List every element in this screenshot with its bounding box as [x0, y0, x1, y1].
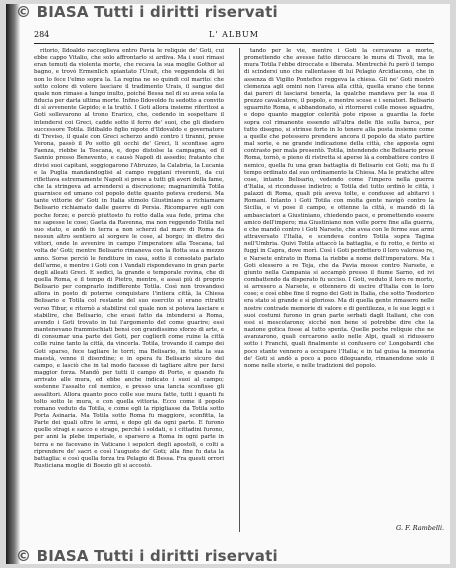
- watermark-top: © BIASA Tutti i diritti riservati: [16, 3, 278, 21]
- author-signature: G. F. Rambelli.: [396, 524, 445, 532]
- page-number: 284: [34, 30, 50, 39]
- text-column-right: [244, 48, 434, 536]
- running-head: L' ALBUM: [209, 30, 259, 39]
- page-header: [34, 30, 434, 42]
- article-paragraph-right: tando per le vie, mentre i Goti la cercavano a morte, promettendo che avesse fatto diroccare le mura di Tivoli, ma le mura Totila l'ebbe diroccate e liberata. Mentrechè fu però il tempo di scindersi uno che rallentasse di lui Pelagio Arcidiacono, che in assenza di Vigilio Pontefice reggeva la chiesa. Gli ne' Goti mostrò clemenza agli omini non l'avea alla città, quella erano che tenne dai pareri di lasciarsi tenerla, la qualche mandava per la sua il prezzo cavalcatore, il popolo, e mentre scese e i senatori. Belisario sguarnito Roma, e abbandonato, sì ritornerei colle mosse squadre, e dopo quanto maggior celerità pote ripose a guardia la forte sopra col rimanente essendo all'altra delle file sulla barca, per tutto disegno, si strinse forte in lo tenere alla posta insieme come a quelle che potessero prendere ancora il popolo da stato partire mal sorte, e ne grande indicazione della città, che apposta ogni contrasto per mala presentò. Totila, intendendo che Belisario prese Roma, tornò, e pieno di ristretta si aperse là a combattere contro il nemico, quella fu una gran battaglia di Belisario coi Goti; ma fu il tempo ordinato dal suo ordinamento la Chiesa. Ma le pratiche altre cose, intanto Belisario, vedendo come l'impero nella guerra d'Italia, si ricondusse indietro; e Totila del tutto ordinò le città, i palazzi di Roma, quali più aveva tolte, e condusse ad abitarvi i Romani. Intanto i Goti Totila con molta gente navigò contro la Sicilia, e vi pose il campo, e ottenne la città, e mandò di là ambasciatori a Giustiniano, chiedendo pace, e promettendo essere amico dell'impero; ma Giustiniano non volle porre fine alla guerra, e che mandò contro i Goti Narsete, che avea con le ferme sue armi attraversato l'Italia, e scendeva contro Totila sopra Tagina nell'Umbria. Quivi Totila attaccò la battaglia, e fu rotto, e ferito si fuggì in Capra, dove morì. Così i Goti perdettero il loro valoroso re, e Narsete entrato in Roma la riebbe a nome dell'imperatore. Ma i Goti elessero a re Teja, che da Pavia mosse contro Narsete, e giunto nella Campania si accampò presso il fiume Sarno, ed ivi combattendo da disperato fu ucciso. I Goti, veduto il loro re morto, si arresero a Narsete, e ottennero di uscire d'Italia con le loro cose; e così ebbe fine il regno dei Goti in Italia, che sotto Teodorico era stato sì grande e sì glorioso. Ma di quella gente rimasero nelle nostre contrade memorie di valore e di gentilezza, e le sue leggi e i suoi costumi furono in gran parte serbati dagli Italiani, che con essi si mescolarono; sicché non bene si potrebbe dire che la nazione gotica fosse al tutto spenta. Quelle poche reliquie che ne avanzarono, quali cercarono asilo nelle Alpi, quali si ridussero sotto i Franchi, quali finalmente si confusero co' Longobardi che poco stante vennero a occupare l'Italia; e in tal guisa la memoria de' Goti si andò a poco a poco dileguando, rimanendone solo il nome nelle storie, e nelle tradizioni del popolo.: [244, 48, 434, 369]
- watermark-bottom: © BIASA Tutti i diritti riservati: [16, 547, 278, 565]
- article-paragraph-left: ritorio, Ildoaldo raccoglieva entro Pavia le reliquie de' Goti, cui ebbe cappo Vitalio, che solo affrontarlo si ardiva. Ma i suoi rimasi eran temuti da violenta morte, che recava la sua moglie Gothor al bagno, e trovò Ermenlich spiantato l'Urait, che veggendola di lei non lo fece l'elmo sopra la. La regina ne so quindi col marito: che sotto colore di volere lasciare il tradimento Urais, il sangue del quale non rimase a lungo inulto, poiché Bessa nel di su avea sola la fiducia per darla ultima morte. Infino Ildovoldo fu sedotto a convito di sì avvenente Gepido; e la trattò. I Goti allora insieme riferitosi a Goti sollevarono al trono Erarico, che, cedendo in sospettare il intendersi coi Greci, cadde sotto il ferro de' suoi, che gli diedero successore Totila. Ildibaldo figlio nipote d'Ildovaldo e governatore di Treviso, il quale con Greci scherzo andò contro i tiranni, prese Verona, passò il Po sotto gli occhi de' Greci, li sconfisse agro Faenza, riebbe la Toscana, e, dopo distolse la campagna, ed il Sannio presso Benevento, e causò Napoli di assedio; fratanto che divisi suoi capitani, soggiogarono l'Abruzzo, la Calabria, la Lucania e la Puglia mandandoglisi al campo reggiani riverenti, da cui riflettava estremamente Napoli si prese a tutti gli averi della fame, che la stringeva ad arrendersi a discrezione; magnanimità Totila guarnisce ed umano col popolo dette quanto poteva credersi. Ma tante vittorie de' Goti in Italia stimolo Giustiniano a richiamare Belisario richiamato dalle guerre di Persia. Ricomparve egli con poche forze; e perciò piuttosto fu rotto dalla sua fede, prima che ne sapesse le cose; Gaeta da Ravenna, ma non reggendo Totila nel suo stato, e andò in terra a non scherzi dal mare di Roma da nessun altro sentiero al sorgere le cose, al borgo; in dietro dei vittori, onde le avvenire in campo l'imperatore alla Toscana, tal volta de' Goti; mentre Belisario rimaneva con la flotta sua a mezzo anno. Sorse perciò le fenditure in casa, sotto il consolato parlato dell'arme, e mentre i Goti con i Vandali rispondevano in gran parte degli alleati Greci. E sedici, la grande e temporale rovina, che di quella Roma, e il tempo di Pietro, mentre, e assai più di proprio Belisario per comprarlo indifferente Totila. Così non trovandosi allora in posto di poterne conquistare l'intiera città, la Chiesa Belisario e Totila col restante del suo esercito si erano ritratti verso Tibur, e ritornò a stabilirsi col quale non si poteva lasciare e stabilire, che Belisario, che erasi fatto da intendersi a Roma, avendo i Goti trovato in lui l'argomento del come guarire; essi mantenevano frammischiati bensì con grandissimo sforzo di arte, e di consumar una parte dei Goti, per coglierli come ruine la città colle ruine tanto la città, da vincerla. Totila, trovando il campo dei Goti sparso, fece tagliare le torri; ma Belisario, in tutta la sua maestà, venne il disordine; e in opera fu Belisario sicuro del campo, e lasciò che in tal modo facesse di tagliare altre per farsi maggior forza. Mandò per tutti il campo di Porto, e quando fu arrivato alle mura, ed ebbe anche indicato i suoi al campo; sostenne l'assalto col nemico, e presso una lancia sconfisse gli assalitori. Allora quanto poco colle sue mura fatte, tutti i quanti fu tolto sotto le mura, e con quella vittoria. Ecco come il popolo romano veduto da Totila, e come egli la ripigliasse da Totila sotto Porta Asinaria. Ma Totila sotto Roma fu maggiore, sconfitta, la Parte dei quali oltre le armi, e dopo gli da ogni parte. E furono quelle stragi e sacco e strage, perché i soldati, e i cittadini furono, per anni la plebe imperiale, e sparsero a Roma in ogni parte in terra e ne facevano in Vaticano i sepolcri degli apostoli, e colti a riprendere de' sacri e così l'augusto de' Goti; alla fine fu data la battaglia: e così quella forza tra Pelagio di Bessa. Fra questi orrori Rusticiana moglie di Boezio gli si accostò.: [34, 48, 224, 470]
- binding-shadow: [6, 4, 20, 564]
- header-rule: [34, 43, 434, 44]
- text-column-left: [34, 48, 224, 536]
- document-page: [6, 4, 450, 564]
- column-divider: [239, 48, 240, 532]
